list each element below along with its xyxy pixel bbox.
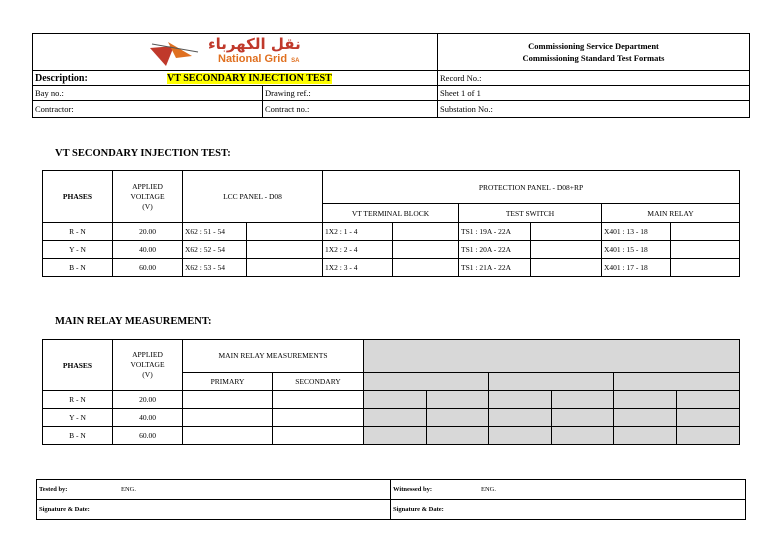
section1-title: VT SECONDARY INJECTION TEST:: [55, 148, 231, 159]
lcc-terminal-cell: X62 : 52 - 54: [183, 241, 247, 259]
logo-sa-text: SA: [291, 58, 300, 64]
signature-date-left[interactable]: Signature & Date:: [37, 500, 391, 520]
gray-cell: [427, 427, 489, 445]
gray-cell: [364, 391, 427, 409]
gray-cell: [364, 409, 427, 427]
gray-cell: [614, 409, 677, 427]
logo-emblem-icon: [148, 38, 203, 68]
vt-terminal-cell: 1X2 : 1 - 4: [323, 223, 393, 241]
applied-voltage-label: APPLIED VOLTAGE: [130, 350, 165, 369]
lcc-terminal-cell: X62 : 53 - 54: [183, 259, 247, 277]
main-relay-cell: X401 : 17 - 18: [602, 259, 671, 277]
applied-voltage-unit: (V): [142, 201, 153, 211]
record-no-cell: Record No.:: [438, 71, 750, 86]
primary-value-cell[interactable]: [183, 391, 273, 409]
secondary-value-cell[interactable]: [273, 409, 364, 427]
header-table: [32, 33, 750, 118]
description-label: Description:: [35, 72, 88, 84]
gray-cell: [364, 373, 489, 391]
contract-no-cell: Contract no.:: [263, 101, 438, 118]
gray-cell: [552, 427, 614, 445]
col-test-switch: TEST SWITCH: [459, 204, 602, 223]
gray-cell: [677, 409, 740, 427]
voltage-cell: 40.00: [113, 241, 183, 259]
table-row: [43, 409, 740, 427]
col-lcc-panel: LCC PANEL - D08: [183, 171, 323, 223]
vt-terminal-cell: 1X2 : 2 - 4: [323, 241, 393, 259]
gray-cell: [614, 373, 740, 391]
phase-cell: R - N: [43, 391, 113, 409]
main-relay-cell: X401 : 15 - 18: [602, 241, 671, 259]
main-relay-cell: X401 : 13 - 18: [602, 223, 671, 241]
department-title: Commissioning Service Department: [528, 41, 659, 51]
lcc-value-cell[interactable]: [247, 241, 323, 259]
voltage-cell: 20.00: [113, 391, 183, 409]
vt-value-cell[interactable]: [393, 241, 459, 259]
table-row: [43, 259, 740, 277]
department-cell: [438, 34, 750, 71]
phase-cell: B - N: [43, 259, 113, 277]
table-row: [43, 427, 740, 445]
test-switch-value-cell[interactable]: [531, 241, 602, 259]
logo-arabic-text: نقل الكهرباء: [208, 35, 301, 53]
col-main-relay: MAIN RELAY: [602, 204, 740, 223]
gray-block: [364, 340, 740, 373]
witnessed-by-cell[interactable]: [391, 480, 746, 500]
gray-cell: [427, 391, 489, 409]
table-row: [43, 223, 740, 241]
signature-date-right[interactable]: Signature & Date:: [391, 500, 746, 520]
gray-cell: [489, 409, 552, 427]
lcc-terminal-cell: X62 : 51 - 54: [183, 223, 247, 241]
gray-cell: [489, 391, 552, 409]
col-vt-terminal-block: VT TERMINAL BLOCK: [323, 204, 459, 223]
voltage-cell: 40.00: [113, 409, 183, 427]
lcc-value-cell[interactable]: [247, 223, 323, 241]
col-applied-voltage: [113, 340, 183, 391]
primary-value-cell[interactable]: [183, 427, 273, 445]
tested-by-eng: ENG.: [121, 486, 136, 493]
company-logo: [148, 35, 328, 68]
col-primary: PRIMARY: [183, 373, 273, 391]
table-row: [43, 391, 740, 409]
tested-by-label: Tested by:: [39, 486, 68, 493]
logo-english-name: National Grid: [218, 53, 288, 65]
main-relay-table: [42, 339, 740, 445]
test-switch-value-cell[interactable]: [531, 223, 602, 241]
test-switch-cell: TS1 : 21A - 22A: [459, 259, 531, 277]
col-protection-panel: PROTECTION PANEL - D08+RP: [323, 171, 740, 204]
signature-table: [36, 479, 746, 520]
vt-value-cell[interactable]: [393, 259, 459, 277]
gray-cell: [614, 427, 677, 445]
witnessed-by-label: Witnessed by:: [393, 486, 433, 493]
contractor-cell: Contractor:: [33, 101, 263, 118]
vt-terminal-cell: 1X2 : 3 - 4: [323, 259, 393, 277]
description-value: VT SECONDARY INJECTION TEST: [167, 72, 332, 84]
table-row: [43, 241, 740, 259]
phase-cell: R - N: [43, 223, 113, 241]
gray-cell: [552, 409, 614, 427]
test-switch-value-cell[interactable]: [531, 259, 602, 277]
gray-cell: [677, 427, 740, 445]
col-measurements: MAIN RELAY MEASUREMENTS: [183, 340, 364, 373]
phase-cell: B - N: [43, 427, 113, 445]
secondary-value-cell[interactable]: [273, 391, 364, 409]
voltage-cell: 20.00: [113, 223, 183, 241]
col-secondary: SECONDARY: [273, 373, 364, 391]
logo-cell: [33, 34, 438, 71]
col-phases: PHASES: [43, 171, 113, 223]
gray-cell: [677, 391, 740, 409]
vt-injection-table: [42, 170, 740, 277]
col-applied-voltage: [113, 171, 183, 223]
primary-value-cell[interactable]: [183, 409, 273, 427]
tested-by-cell[interactable]: [37, 480, 391, 500]
test-switch-cell: TS1 : 19A - 22A: [459, 223, 531, 241]
description-cell: [33, 71, 438, 86]
applied-voltage-label: APPLIED VOLTAGE: [130, 181, 165, 201]
section2-title: MAIN RELAY MEASUREMENT:: [55, 316, 212, 327]
gray-cell: [614, 391, 677, 409]
voltage-cell: 60.00: [113, 427, 183, 445]
voltage-cell: 60.00: [113, 259, 183, 277]
main-relay-value-cell[interactable]: [671, 223, 740, 241]
bay-no-cell: Bay no.:: [33, 86, 263, 101]
gray-cell: [489, 373, 614, 391]
lcc-value-cell[interactable]: [247, 259, 323, 277]
witnessed-by-eng: ENG.: [481, 486, 496, 493]
test-switch-cell: TS1 : 20A - 22A: [459, 241, 531, 259]
main-relay-value-cell[interactable]: [671, 241, 740, 259]
sheet-cell: Sheet 1 of 1: [438, 86, 750, 101]
applied-voltage-unit: (V): [142, 370, 153, 379]
gray-cell: [489, 427, 552, 445]
vt-value-cell[interactable]: [393, 223, 459, 241]
secondary-value-cell[interactable]: [273, 427, 364, 445]
col-phases: PHASES: [43, 340, 113, 391]
gray-cell: [427, 409, 489, 427]
formats-title: Commissioning Standard Test Formats: [522, 53, 665, 63]
main-relay-value-cell[interactable]: [671, 259, 740, 277]
phase-cell: Y - N: [43, 241, 113, 259]
gray-cell: [364, 427, 427, 445]
drawing-ref-cell: Drawing ref.:: [263, 86, 438, 101]
gray-cell: [552, 391, 614, 409]
phase-cell: Y - N: [43, 409, 113, 427]
substation-no-cell: Substation No.:: [438, 101, 750, 118]
logo-english-text: [218, 53, 299, 65]
